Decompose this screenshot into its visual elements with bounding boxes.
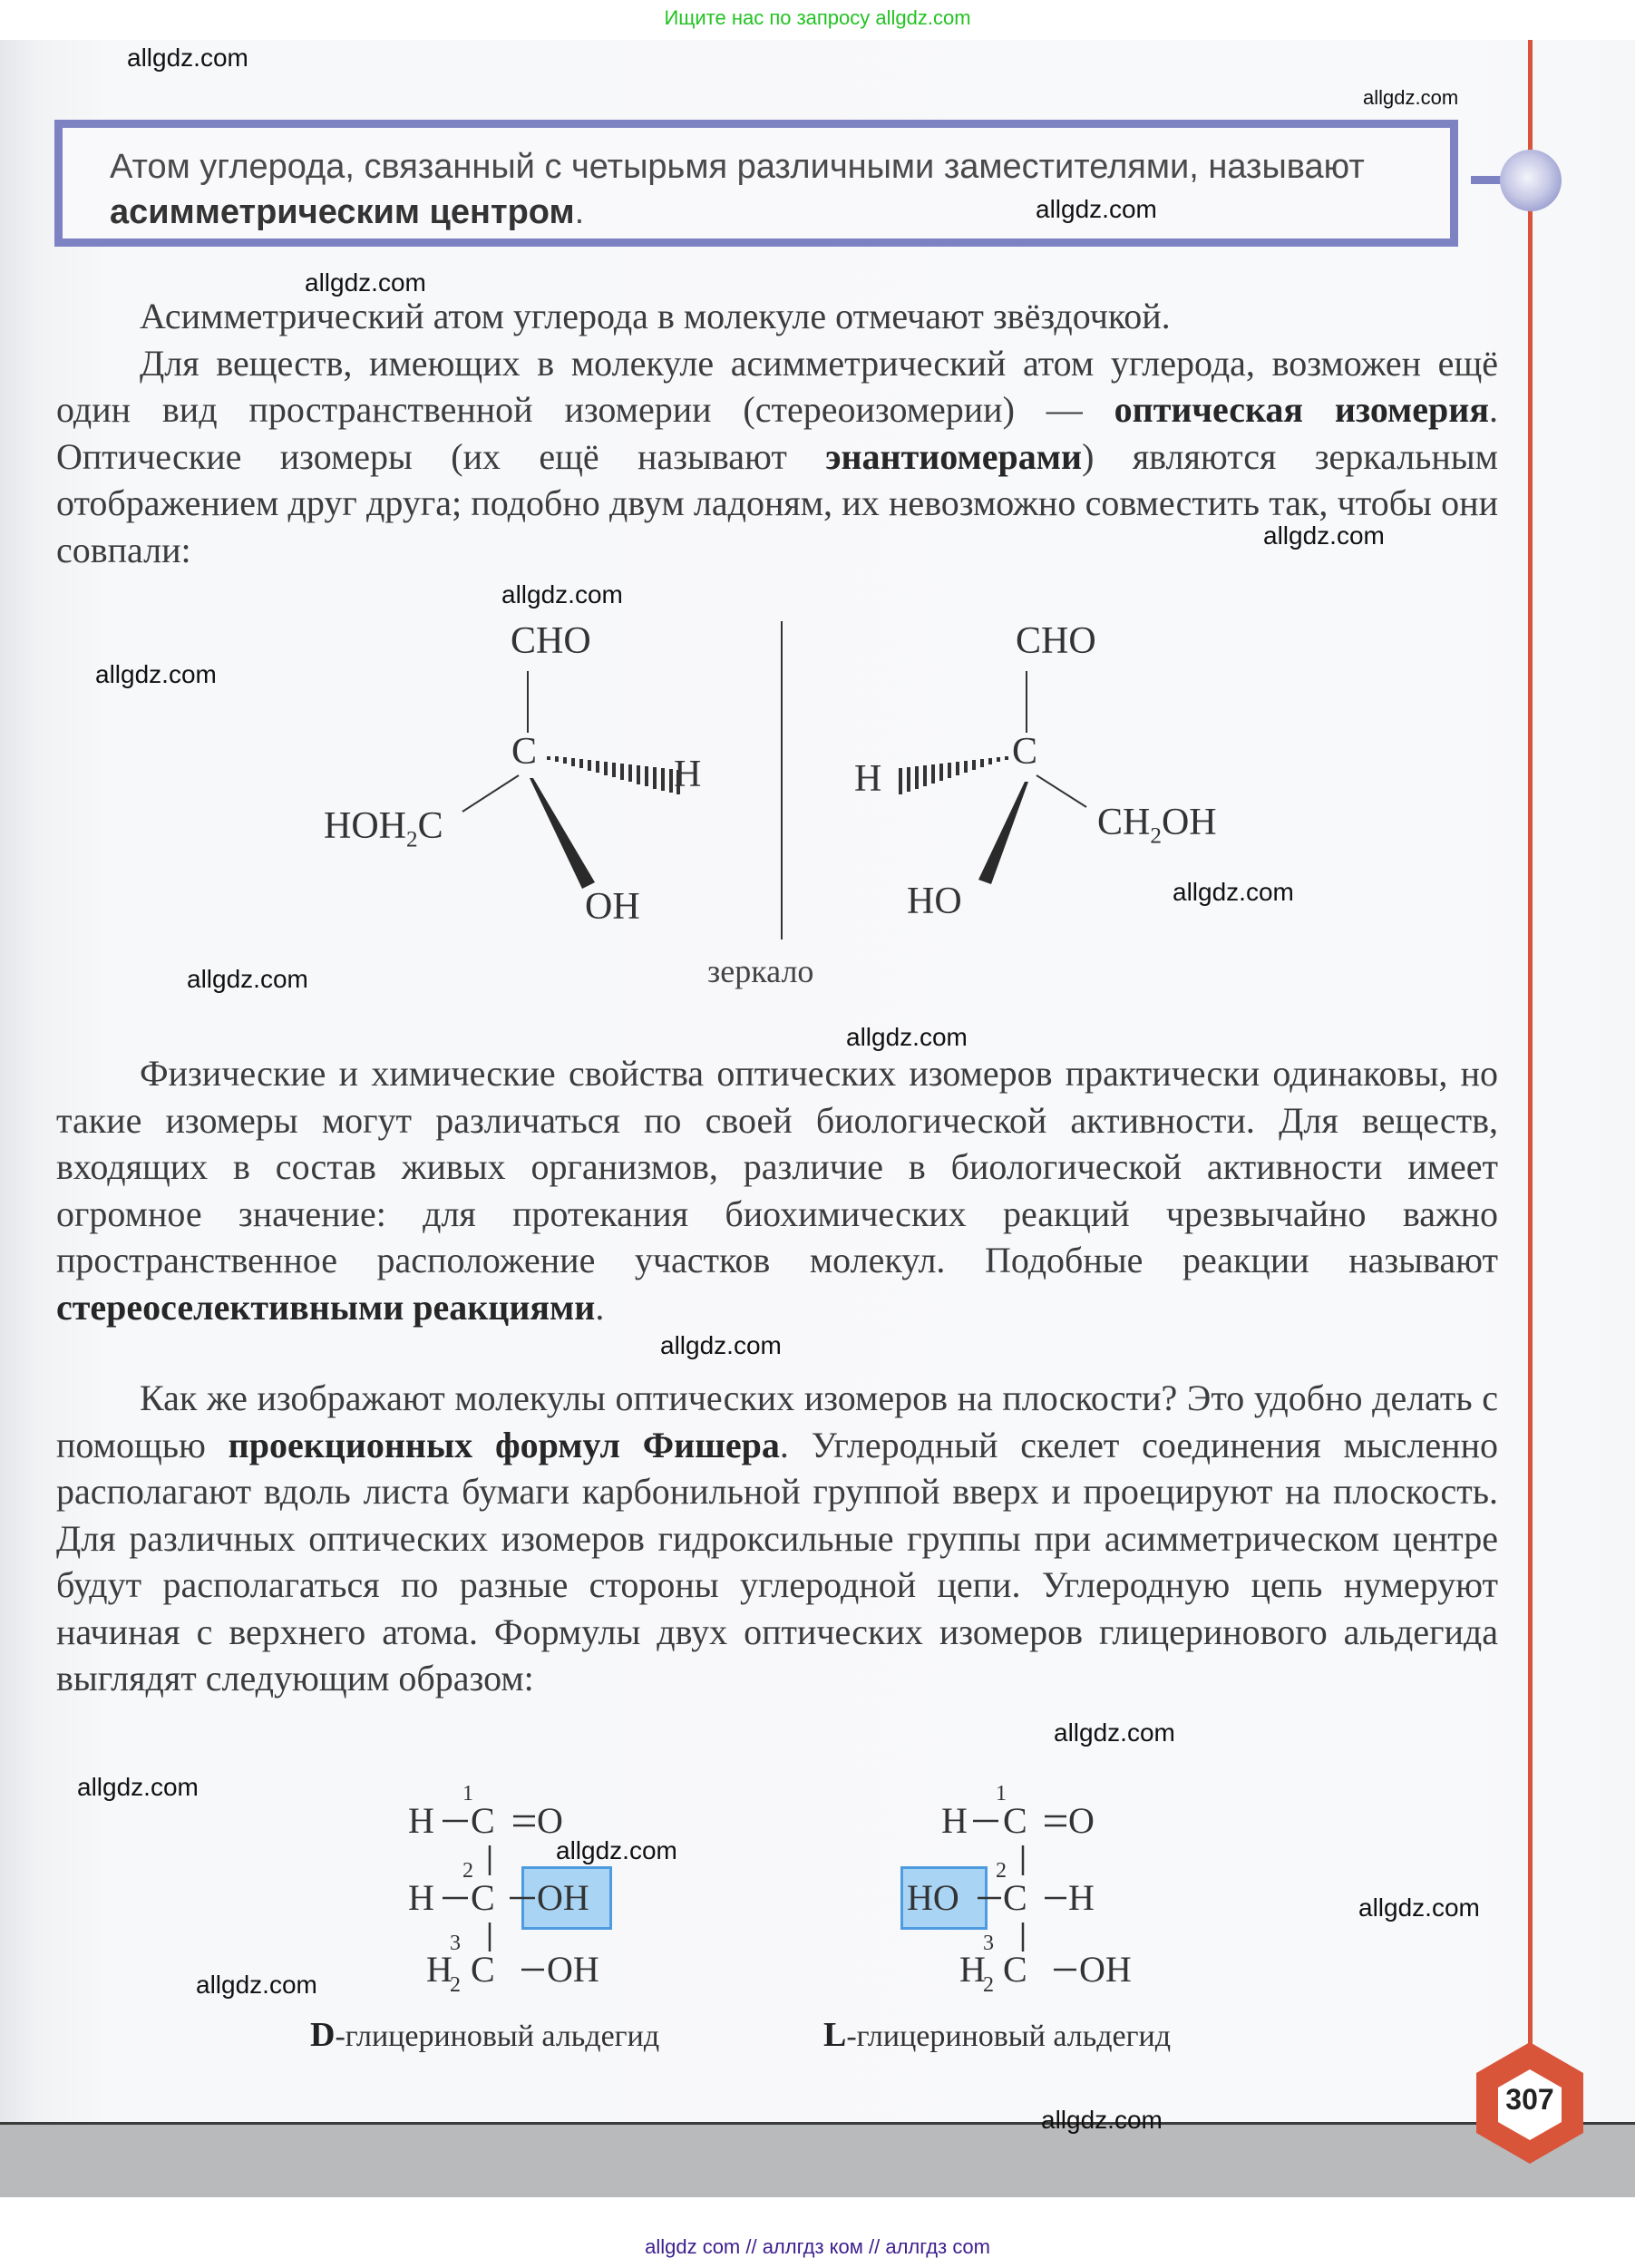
l-r2-h: H	[1068, 1877, 1095, 1918]
watermark: allgdz.com	[1173, 878, 1294, 906]
d-r1-num: 1	[462, 1782, 473, 1806]
left-cho: CHO	[511, 620, 591, 662]
right-center-c: C	[1012, 731, 1038, 773]
d-r2-c: C	[471, 1877, 495, 1918]
left-center-c: C	[511, 731, 538, 773]
l-r1-h: H	[941, 1800, 968, 1841]
d-caption-text: -глицериновый альдегид	[335, 2020, 660, 2053]
d-r1-c: C	[471, 1800, 495, 1841]
p4-text-1: Как же изображают молекулы оптических изомеров на плоскости? Это удобно делать с помощью	[56, 1377, 1498, 1465]
l-caption-text: -глицериновый альдегид	[846, 2020, 1172, 2053]
bottom-watermark-banner[interactable]: allgdz com // аллгдз ком // аллгдз com	[0, 2231, 1635, 2268]
paragraph-1: Асимметрический атом углерода в молекуле отмечают звёздочкой.	[140, 296, 1171, 336]
l-r3-sub: 2	[983, 1973, 994, 1997]
d-r3-oh: OH	[547, 1949, 599, 1990]
watermark: allgdz.com	[1054, 1718, 1175, 1747]
right-h: H	[854, 758, 882, 800]
right-ch: CH	[1097, 802, 1151, 843]
d-r2-num: 2	[462, 1859, 473, 1883]
left-oh: OH	[585, 886, 640, 928]
l-r2-num: 2	[996, 1859, 1007, 1883]
l-r2-c: C	[1003, 1877, 1027, 1918]
left-sub: 2	[406, 827, 418, 852]
right-cho: CHO	[1016, 620, 1096, 662]
watermark: allgdz.com	[1358, 1893, 1480, 1922]
l-r1-o: O	[1068, 1800, 1095, 1841]
l-r3-num: 3	[983, 1932, 994, 1955]
p3-text-2: .	[595, 1286, 605, 1328]
p2-text-2: . Оптические изомеры (их ещё называют	[56, 389, 1498, 477]
watermark: allgdz.com	[196, 1971, 317, 1999]
definition-term: асимметрическим центром	[110, 193, 575, 231]
watermark: allgdz.com	[846, 1023, 968, 1051]
watermark: allgdz.com	[501, 580, 623, 608]
definition-end: .	[574, 193, 585, 231]
d-r3-c: C	[471, 1949, 495, 1990]
watermark: allgdz.com	[660, 1331, 782, 1359]
l-r2-ho: HO	[907, 1877, 959, 1918]
right-oh-end: OH	[1161, 802, 1217, 843]
l-letter: L	[823, 2016, 847, 2054]
right-sub: 2	[1150, 823, 1162, 849]
watermark: allgdz.com	[1041, 2106, 1163, 2134]
watermark: allgdz.com	[1263, 521, 1385, 550]
term-optical-isomerism: оптическая изомерия	[1114, 389, 1489, 430]
l-r3-oh: OH	[1079, 1949, 1132, 1990]
p4-text-2: . Углеродный скелет соединения мысленно располагают вдоль листа бумаги карбонильной группой вверх и проецируют на плоскость. Для различных оптических изомеров гидроксильные группы при асимметрическом центре будут располагаться по разные стороны углеродной цепи. Углеродную цепь нумеруют начиная с верхнего атома. Формулы двух оптических изомеров глицеринового альдегида выглядят следующим образом:	[56, 1424, 1498, 1699]
d-r1-h: H	[408, 1800, 434, 1841]
page-number: 307	[1505, 2083, 1554, 2116]
mirror-label: зеркало	[707, 953, 814, 989]
d-r3-sub: 2	[450, 1973, 461, 1997]
d-r1-o: O	[537, 1800, 563, 1841]
watermark: allgdz.com	[1036, 195, 1157, 223]
term-enantiomers: энантиомерами	[825, 435, 1083, 477]
d-letter: D	[310, 2016, 336, 2054]
d-caption	[310, 2015, 659, 2055]
p2-text-1: Для веществ, имеющих в молекуле асимметрический атом углерода, возможен ещё один вид пространственной изомерии (стереоизомерии) —	[56, 342, 1498, 430]
watermark: allgdz.com	[187, 965, 308, 993]
watermark: allgdz.com	[1363, 86, 1459, 109]
watermark: allgdz.com	[305, 268, 426, 297]
p3-text-1: Физические и химические свойства оптических изомеров практически одинаковы, но такие изомеры могут различаться по своей биологической активности. Для веществ, входящих в состав живых организмов, различие в биологической активности имеет огромное значение: для протекания биохимических реакций чрезвычайно важно пространственное расположение участков молекул. Подобные реакции называют	[56, 1053, 1498, 1280]
left-hoh: HOH	[324, 805, 406, 847]
d-r3-num: 3	[450, 1932, 461, 1955]
right-ho: HO	[907, 881, 962, 922]
d-r3-h: H	[426, 1949, 453, 1990]
page-footer-band	[0, 2122, 1635, 2197]
watermark: allgdz.com	[127, 44, 248, 72]
left-h: H	[674, 754, 702, 795]
term-stereoselective: стереоселективными реакциями	[56, 1286, 596, 1328]
definition-text: Атом углерода, связанный с четырьмя различными заместителями, называют	[110, 148, 1365, 186]
top-watermark-banner[interactable]: Ищите нас по запросу allgdz.com	[0, 0, 1635, 40]
l-r1-c: C	[1003, 1800, 1027, 1841]
d-r2-h: H	[408, 1877, 434, 1918]
l-r3-h: H	[959, 1949, 986, 1990]
watermark: allgdz.com	[95, 660, 217, 688]
watermark: allgdz.com	[556, 1836, 677, 1864]
l-r3-c: C	[1003, 1949, 1027, 1990]
l-r1-num: 1	[996, 1782, 1007, 1806]
term-fischer-projection: проекционных формул Фишера	[228, 1424, 780, 1465]
left-c-end: C	[417, 805, 443, 847]
l-caption	[823, 2015, 1171, 2055]
watermark: allgdz.com	[77, 1773, 199, 1801]
p2-text-3: ) являются зеркальным отображением друг друга; подобно двум ладоням, их невозможно совместить так, чтобы они совпали:	[56, 435, 1498, 570]
d-r2-oh: OH	[537, 1877, 589, 1918]
